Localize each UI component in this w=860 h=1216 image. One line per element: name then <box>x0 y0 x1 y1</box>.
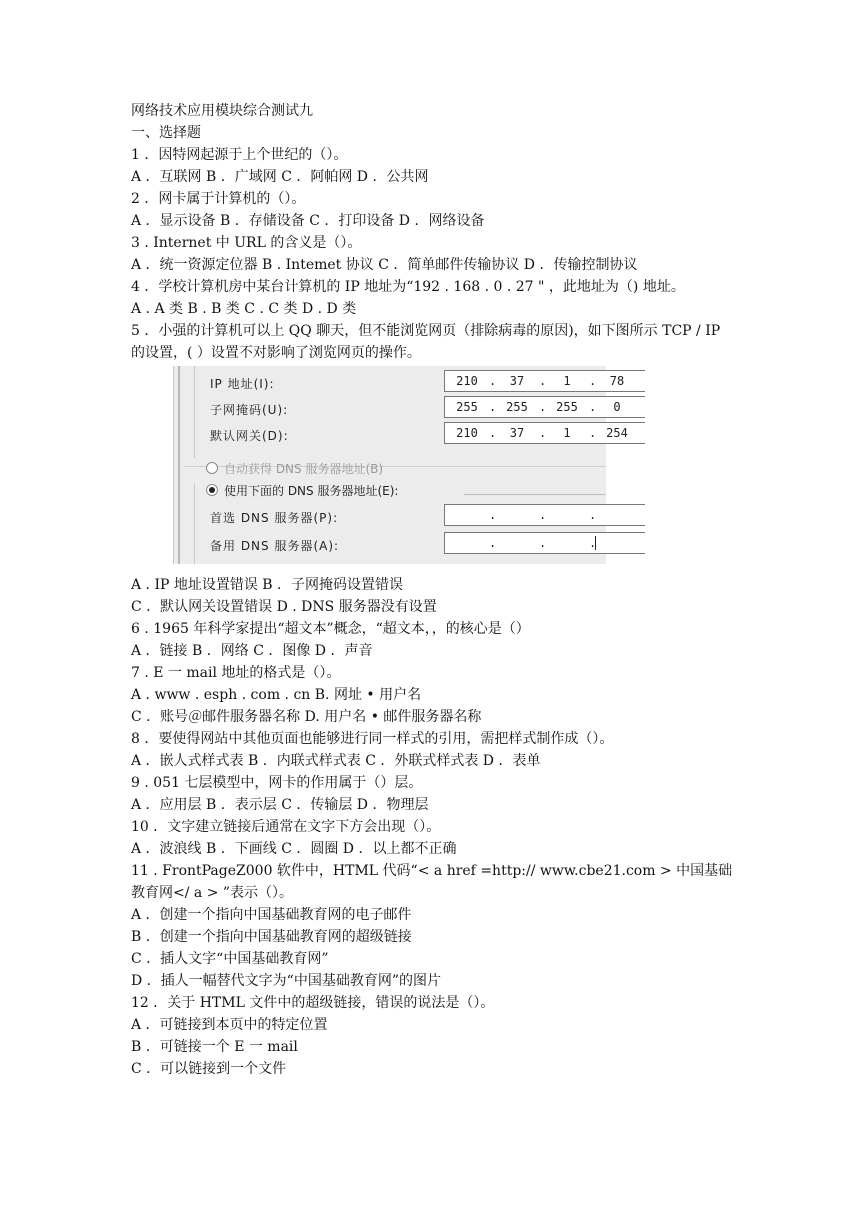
tcpip-settings-screenshot <box>173 366 628 564</box>
question-line: 10 ．文字建立链接后通常在文字下方会出现（）。 <box>131 819 441 835</box>
alternate-dns-field: . . . <box>444 532 645 554</box>
ip-octet: 210 <box>456 374 478 388</box>
gateway-octet: 210 <box>456 426 478 440</box>
question-line: D ．插人一幅替代文字为“中国基础教育网”的图片 <box>131 973 441 989</box>
subnet-mask-label: 子网掩码(U): <box>210 403 289 417</box>
mask-octet: 0 <box>613 400 621 414</box>
document-body <box>131 100 736 1080</box>
gateway-octet: 1 <box>563 426 571 440</box>
question-line: C ．账号＠邮件服务器名称 D. 用户名 • 邮件服务器名称 <box>131 709 482 725</box>
ip-address-label: IP 地址(I): <box>210 377 275 391</box>
question-line: C ．插人文字“中国基础教育网” <box>131 951 329 967</box>
question-line: B ．创建一个指向中国基础教育网的超级链接 <box>131 929 412 945</box>
question-line: A ．应用层 B ．表示层 C ．传输层 D ．物理层 <box>131 797 429 813</box>
ip-address-field: 210 . 37 . 1 . 78 <box>444 370 645 392</box>
gateway-row <box>210 422 628 444</box>
preferred-dns-row <box>210 504 606 526</box>
question-line: A ．波浪线 B ．下画线 C ．圆圈 D ．以上都不正确 <box>131 841 457 857</box>
subnet-mask-row <box>210 396 621 418</box>
question-line: 2 ．网卡属于计算机的（）。 <box>131 191 306 207</box>
ip-address-row <box>210 370 625 392</box>
section-heading: 一、选择题 <box>131 125 201 141</box>
auto-dns-option <box>206 458 606 476</box>
alternate-dns-row <box>210 532 606 554</box>
question-line: A ．嵌人式样式表 B ．内联式样式表 C ．外联式样式表 D ．表单 <box>131 753 541 769</box>
question-line: A . A 类 B . B 类 C . C 类 D . D 类 <box>131 301 357 317</box>
question-line: C ．可以链接到一个文件 <box>131 1061 287 1077</box>
question-line: 1 ．因特网起源于上个世纪的（）。 <box>131 147 348 163</box>
alternate-dns-label: 备用 DNS 服务器(A): <box>210 539 340 553</box>
question-line: B ．可链接一个 E 一 mail <box>131 1039 298 1055</box>
document-title: 网络技术应用模块综合测试九 <box>131 103 313 119</box>
question-line: 9 . 051 七层模型中，网卡的作用属于（）层。 <box>131 775 423 791</box>
question-line: 12 ．关于 HTML 文件中的超级链接，错误的说法是（）。 <box>131 995 495 1011</box>
ip-octet: 37 <box>509 374 525 388</box>
gateway-octet: 254 <box>606 426 628 440</box>
question-5: 5 ．小强的计算机可以上 QQ 聊天，但不能浏览网页（排除病毒的原因)，如下图所示 TCP / IP 的设置，( ）设置不对影响了浏览网页的操作。 <box>131 323 721 361</box>
auto-dns-label: 自动获得 DNS 服务器地址(B) <box>224 462 384 476</box>
gateway-field: 210 . 37 . 1 . 254 <box>444 422 645 444</box>
manual-dns-label: 使用下面的 DNS 服务器地址(E): <box>224 484 399 498</box>
question-line: 4 ．学校计算机房中某台计算机的 IP 地址为“192 . 168 . 0 . 27 " ，此地址为（) 地址。 <box>131 279 685 295</box>
preferred-dns-label: 首选 DNS 服务器(P): <box>210 511 339 525</box>
question-line: A ．创建一个指向中国基础教育网的电子邮件 <box>131 907 412 923</box>
question-line: A ．链接 B ．网络 C ．图像 D ．声音 <box>131 643 373 659</box>
mask-octet: 255 <box>556 400 578 414</box>
question-11: 11 . FrontPageZ000 软件中，HTML 代码“< a href =http:// www.cbe21.com > 中国基础教育网</ a > ”表示（）。 <box>131 863 733 901</box>
question-line: A . www . esph . com . cn B. 网址 • 用户名 <box>131 687 422 703</box>
question-line: 8 ．要使得网站中其他页面也能够进行同一样式的引用，需把样式制作成（）。 <box>131 731 614 747</box>
question-line: C ．默认网关设置错误 D . DNS 服务器没有设置 <box>131 599 437 615</box>
question-line: A ．显示设备 B ．存储设备 C ．打印设备 D ．网络设备 <box>131 213 485 229</box>
question-line: A ．可链接到本页中的特定位置 <box>131 1017 328 1033</box>
gateway-octet: 37 <box>509 426 525 440</box>
subnet-mask-field: 255 . 255 . 255 . 0 <box>444 396 645 418</box>
mask-octet: 255 <box>506 400 528 414</box>
radio-selected-icon <box>206 484 218 496</box>
manual-dns-option <box>206 480 606 498</box>
question-line: 3 . Internet 中 URL 的含义是（）。 <box>131 235 362 251</box>
divider <box>464 494 606 495</box>
question-line: A ．互联网 B ．广域网 C ．阿帕网 D ．公共网 <box>131 169 429 185</box>
tcpip-figure <box>131 366 736 568</box>
question-line: A ．统一资源定位器 B . Intemet 协议 C ．简单邮件传输协议 D ．传输控制协议 <box>131 257 638 273</box>
question-line: A . IP 地址设置错误 B ．子网掩码设置错误 <box>131 577 404 593</box>
gateway-label: 默认网关(D): <box>210 429 289 443</box>
question-line: 6 . 1965 年科学家提出“超文本”概念，“超文本，，的核心是（） <box>131 621 530 637</box>
ip-octet: 1 <box>563 374 571 388</box>
preferred-dns-field: . . . <box>444 504 645 526</box>
ip-octet: 78 <box>609 374 625 388</box>
question-line: 7 . E 一 mail 地址的格式是（）。 <box>131 665 341 681</box>
mask-octet: 255 <box>456 400 478 414</box>
radio-icon <box>206 462 218 474</box>
